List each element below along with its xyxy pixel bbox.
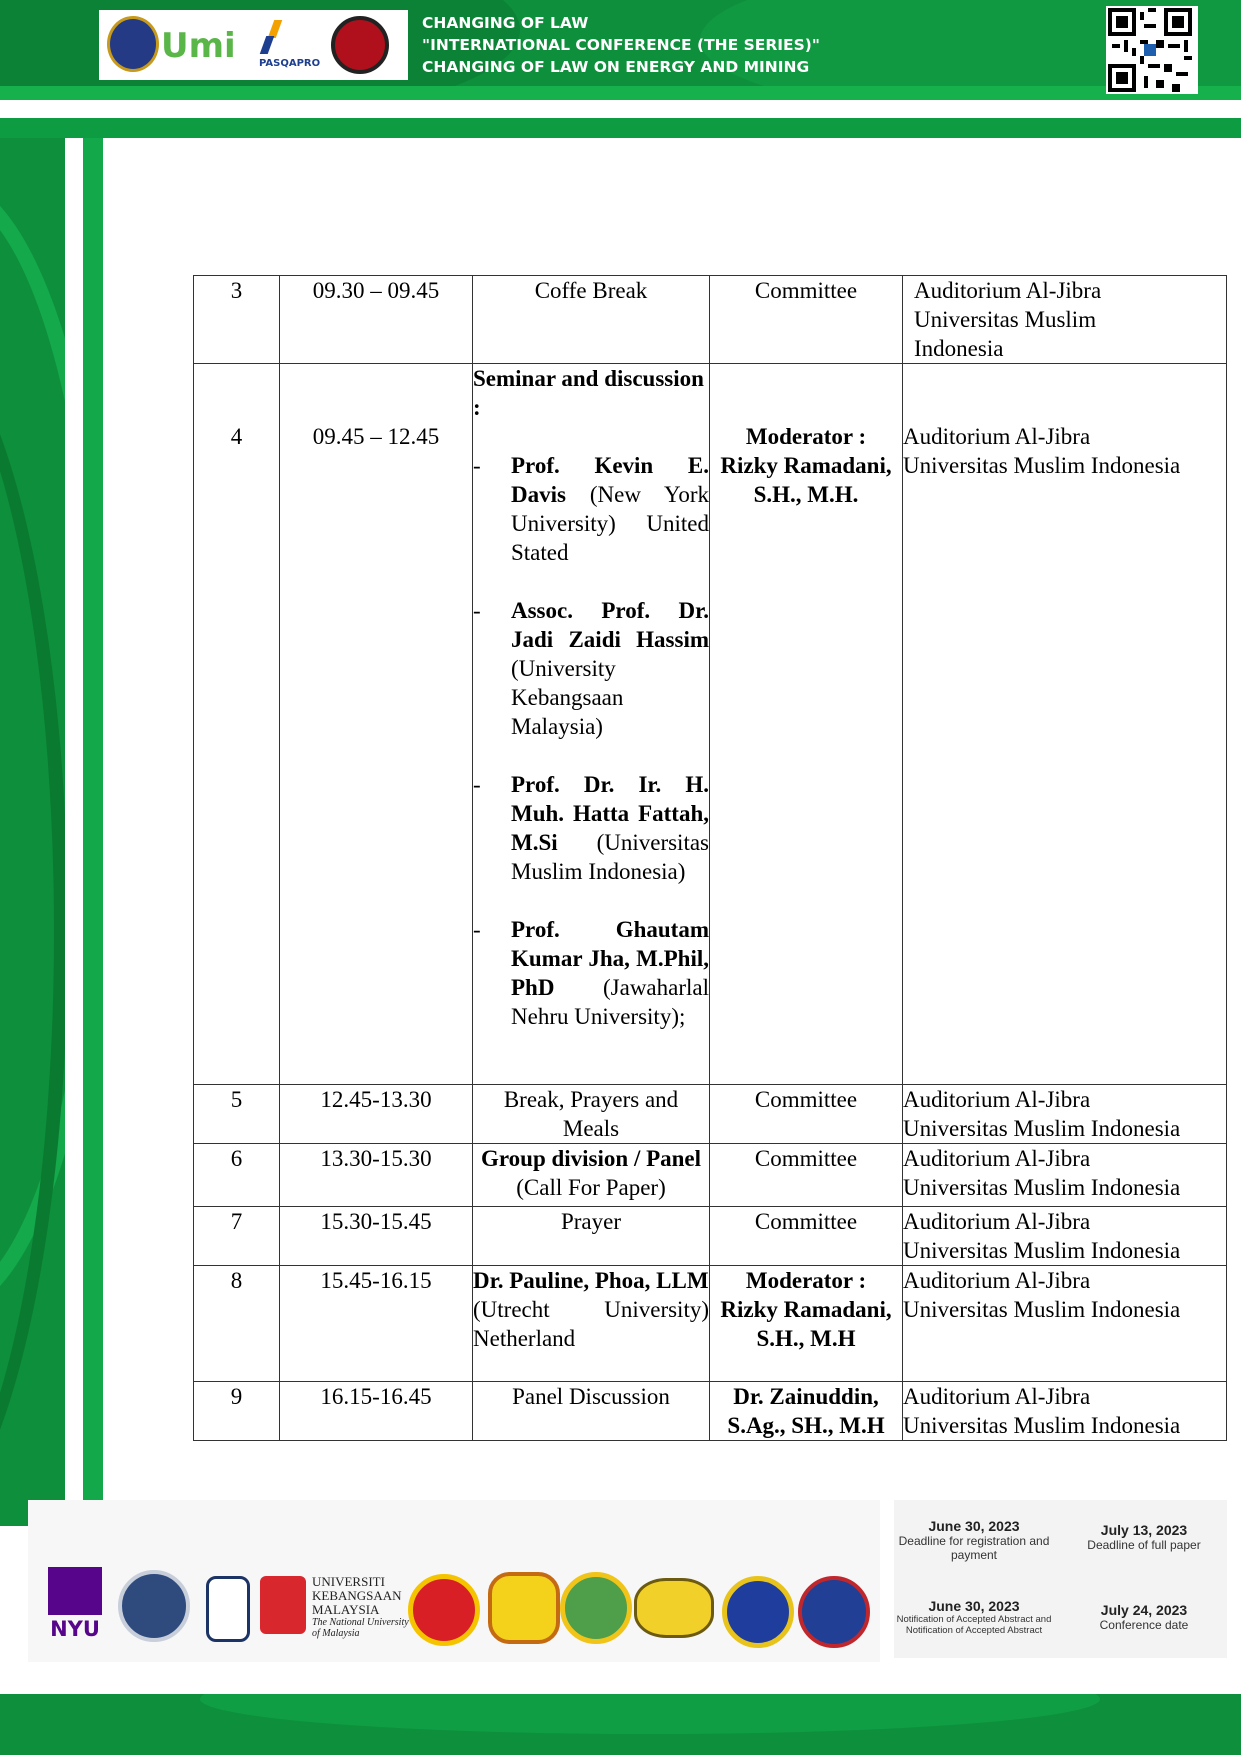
conference-title	[422, 12, 820, 78]
row-pic: Committee	[710, 276, 903, 364]
date-item	[1064, 1522, 1224, 1552]
row-number: 6	[194, 1144, 280, 1207]
row-number: 7	[194, 1207, 280, 1266]
speaker-affiliation: (New York University) United Stated	[511, 482, 709, 565]
nyu-logo	[48, 1567, 102, 1643]
location-line: Universitas Muslim Indonesia	[903, 1238, 1181, 1263]
date-value: July 24, 2023	[1100, 1602, 1188, 1618]
table-row	[194, 276, 1227, 364]
speaker-item	[473, 770, 709, 886]
important-dates	[894, 1500, 1227, 1658]
schedule-table	[193, 275, 1227, 1441]
row-pic: Dr. Zainuddin, S.Ag., SH., M.H	[710, 1382, 903, 1441]
moderator-name: Rizky Ramadani, S.H., M.H.	[720, 453, 892, 507]
university-seal-logo	[118, 1570, 190, 1642]
row-time	[280, 364, 473, 1085]
table-row	[194, 1207, 1227, 1266]
speaker-name: Assoc. Prof. Dr. Jadi Zaidi Hassim	[511, 598, 709, 652]
list-dash: -	[473, 598, 481, 623]
ukm-line: of Malaysia	[312, 1628, 360, 1639]
list-dash: -	[473, 453, 481, 478]
row-number	[194, 364, 280, 1085]
footer-band	[0, 1694, 1241, 1755]
table-row	[194, 1266, 1227, 1382]
speaker-affiliation: (University Kebangsaan Malaysia)	[511, 656, 624, 739]
row-pic	[710, 1266, 903, 1382]
row-activity: Break, Prayers and Meals	[473, 1085, 710, 1144]
date-value: July 13, 2023	[1100, 1522, 1188, 1538]
location-line: Auditorium Al-Jibra	[914, 278, 1102, 303]
speaker-item	[473, 596, 709, 741]
row-number-text: 4	[230, 424, 243, 449]
university-seal-logo	[722, 1576, 794, 1648]
list-dash: -	[473, 917, 481, 942]
location-line: Auditorium Al-Jibra	[903, 424, 1091, 449]
green-divider	[0, 118, 1241, 138]
ukm-line: The National University	[312, 1617, 409, 1628]
row-time: 12.45-13.30	[280, 1085, 473, 1144]
row-time: 15.45-16.15	[280, 1266, 473, 1382]
activity-bold: Dr. Pauline, Phoa, LLM	[473, 1268, 709, 1293]
location-line: Universitas Muslim Indonesia	[903, 453, 1181, 478]
table-row	[194, 364, 1227, 1085]
activity-rest: (Utrecht University) Netherland	[473, 1297, 709, 1351]
row-time: 16.15-16.45	[280, 1382, 473, 1441]
header-stripe	[0, 86, 1241, 100]
university-seal-logo	[798, 1576, 870, 1648]
speaker-name: Prof. Kevin E. Davis	[511, 453, 709, 507]
table-row	[194, 1382, 1227, 1441]
pasqapro-logo-text: PASQAPRO	[259, 58, 321, 69]
header-band	[0, 0, 1241, 100]
date-item	[1064, 1602, 1224, 1632]
location-line: Auditorium Al-Jibra	[903, 1268, 1091, 1293]
location-line: Universitas Muslim Indonesia	[903, 1413, 1181, 1438]
row-location	[903, 276, 1227, 364]
row-number: 9	[194, 1382, 280, 1441]
title-line: CHANGING OF LAW	[422, 14, 589, 32]
university-crest-logo	[107, 16, 159, 72]
location-line: Auditorium Al-Jibra	[903, 1384, 1091, 1409]
pasqapro-logo-mark	[249, 18, 297, 58]
header-logos	[99, 10, 408, 80]
torch-icon	[48, 1567, 102, 1615]
row-activity	[473, 1266, 710, 1382]
location-line: Auditorium Al-Jibra	[903, 1087, 1091, 1112]
university-seal-logo	[560, 1572, 632, 1644]
row-pic	[710, 364, 903, 1085]
university-seal-logo	[408, 1574, 480, 1646]
ukm-line: KEBANGSAAN	[312, 1588, 402, 1603]
date-label: Notification of Accepted Abstract and Notification of Accepted Abstract	[896, 1614, 1052, 1636]
row-location	[903, 1266, 1227, 1382]
title-line: CHANGING OF LAW ON ENERGY AND MINING	[422, 58, 810, 76]
activity-heading: Seminar and discussion :	[473, 366, 704, 420]
row-time: 13.30-15.30	[280, 1144, 473, 1207]
row-activity: Panel Discussion	[473, 1382, 710, 1441]
date-label: Deadline for registration and payment	[898, 1534, 1050, 1562]
moderator-label: Moderator :	[745, 424, 867, 449]
row-activity: Prayer	[473, 1207, 710, 1266]
row-location	[903, 364, 1227, 1085]
university-seal-logo	[634, 1578, 714, 1638]
table-row	[194, 1144, 1227, 1207]
nyu-wordmark: NYU	[50, 1617, 100, 1641]
header-gap	[0, 100, 1241, 118]
speaker-name: Prof. Ghautam Kumar Jha, M.Phil, PhD	[511, 917, 709, 1000]
partner-logos	[28, 1500, 880, 1662]
activity-rest: (Call For Paper)	[516, 1175, 666, 1200]
date-item	[894, 1598, 1054, 1636]
row-activity: Coffe Break	[473, 276, 710, 364]
row-time: 09.30 – 09.45	[280, 276, 473, 364]
qr-code-icon[interactable]	[1106, 6, 1198, 94]
row-number: 3	[194, 276, 280, 364]
activity-bold: Group division / Panel	[480, 1146, 702, 1171]
date-label: Conference date	[1099, 1618, 1189, 1632]
speaker-item	[473, 451, 709, 567]
left-decoration	[0, 138, 103, 1526]
location-line: Auditorium Al-Jibra	[903, 1146, 1091, 1171]
title-line: "INTERNATIONAL CONFERENCE (THE SERIES)"	[422, 36, 820, 54]
row-activity	[473, 1144, 710, 1207]
location-line: Universitas Muslim Indonesia	[903, 1175, 1181, 1200]
faculty-seal-logo	[331, 16, 389, 74]
date-label: Deadline of full paper	[1087, 1538, 1201, 1552]
row-pic: Committee	[710, 1207, 903, 1266]
row-activity	[473, 364, 710, 1085]
row-time: 15.30-15.45	[280, 1207, 473, 1266]
date-value: June 30, 2023	[928, 1518, 1020, 1534]
row-location	[903, 1382, 1227, 1441]
moderator-label: Moderator :	[745, 1268, 867, 1293]
speaker-affiliation: (Jawaharlal Nehru University);	[511, 975, 709, 1029]
location-line: Universitas Muslim Indonesia	[903, 1297, 1181, 1322]
jnu-logo	[206, 1576, 250, 1642]
ukm-line: MALAYSIA	[312, 1602, 380, 1617]
row-pic: Committee	[710, 1144, 903, 1207]
table-row	[194, 1085, 1227, 1144]
row-number: 5	[194, 1085, 280, 1144]
university-seal-logo	[488, 1572, 560, 1644]
location-line: Universitas Muslim Indonesia	[903, 1116, 1181, 1141]
location-line: Indonesia	[914, 336, 1004, 361]
row-location	[903, 1144, 1227, 1207]
row-location	[903, 1207, 1227, 1266]
date-value: June 30, 2023	[928, 1598, 1020, 1614]
moderator-name: Rizky Ramadani, S.H., M.H	[720, 1297, 892, 1351]
ukm-wordmark	[312, 1575, 409, 1639]
row-time-text: 09.45 – 12.45	[312, 424, 440, 449]
speaker-affiliation: (Universitas Muslim Indonesia)	[511, 830, 709, 884]
speaker-name: Prof. Dr. Ir. H. Muh. Hatta Fattah, M.Si	[511, 772, 709, 855]
speaker-item	[473, 915, 709, 1031]
row-number: 8	[194, 1266, 280, 1382]
umi-logo: Umi	[161, 26, 236, 66]
list-dash: -	[473, 772, 481, 797]
date-item	[894, 1518, 1054, 1562]
row-location	[903, 1085, 1227, 1144]
location-line: Auditorium Al-Jibra	[903, 1209, 1091, 1234]
row-pic: Committee	[710, 1085, 903, 1144]
location-line: Universitas Muslim	[914, 307, 1097, 332]
ukm-crest-logo	[260, 1576, 306, 1634]
ukm-line: UNIVERSITI	[312, 1574, 385, 1589]
